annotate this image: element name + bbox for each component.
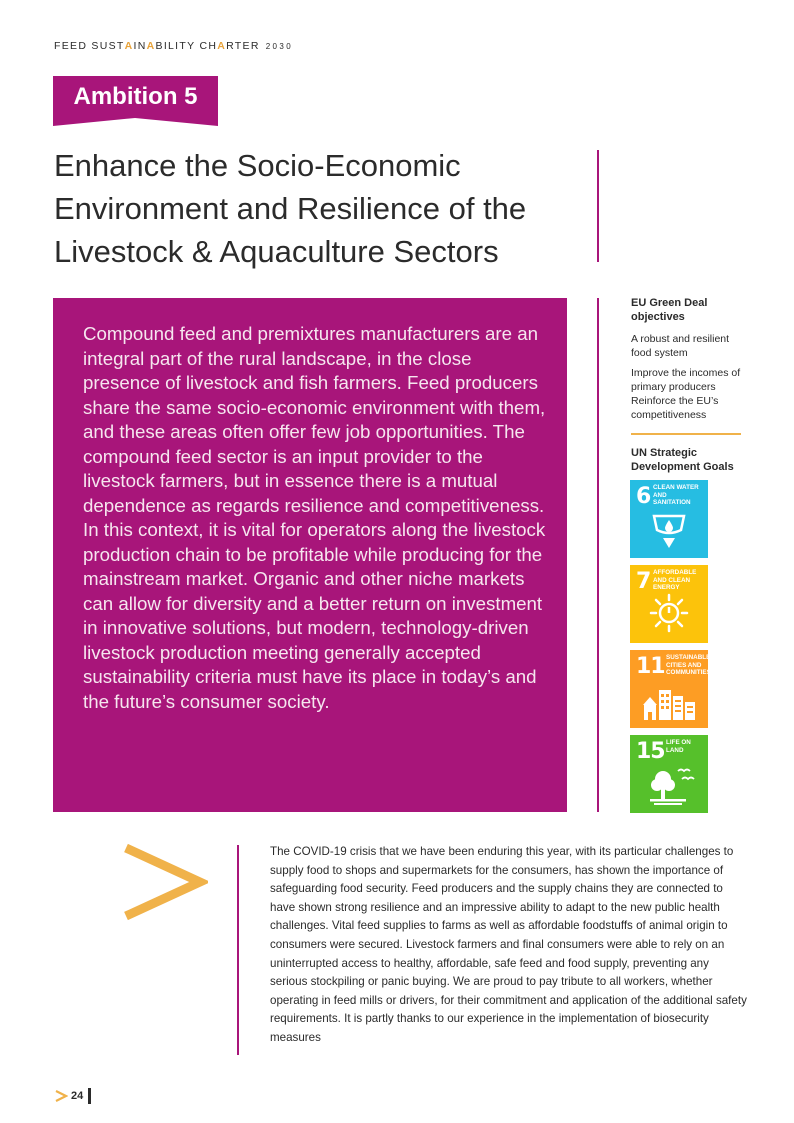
green-deal-item-1: A robust and resilient food system: [631, 333, 730, 359]
sdg-6-number: 6: [636, 484, 651, 509]
header-a-mark-2: A: [146, 40, 156, 52]
sdg-15-number: 15: [636, 739, 665, 764]
header-text-1: FEED SUST: [54, 40, 125, 52]
intro-paragraph: Compound feed and premixtures manufacturers are an integral part of the rural landscape, in the close presence of livestock and fish farmers. Feed producers share the same socio-economic environment with them, and these areas often offer few job opportunities. The compound feed sector is an input provider to the livestock farmers, but in essence there is a mutual dependence as regards resilience and competitiveness. In this context, it is vital for operators along the livestock production chain to be profitable while producing for the mainstream market. Organic and other niche markets can allow for diversity and a better return on investment in innovative solutions, but modern, technology-driven livestock production meeting generally accepted sustainability criteria must have its place in today’s and the future’s consumer society.: [83, 323, 546, 712]
title-line-2: Environment and Resilience of the: [54, 191, 527, 226]
title-line-3: Livestock & Aquaculture Sectors: [54, 234, 499, 269]
ambition-badge: Ambition 5: [53, 76, 218, 118]
header-a-mark-1: A: [124, 40, 134, 52]
page-title: [54, 144, 594, 273]
body-divider: [237, 845, 239, 1055]
body-paragraph: The COVID-19 crisis that we have been enduring this year, with its particular challenges to supply food to shops and supermarkets for the consumers, has shown the importance of safeguarding food security. Feed producers and the supply chains they are connected to have shown strong resilience and an impressive ability to adapt to the new public health challenges. Vital feed supplies to farms as well as affordable foodstuffs of animal origin to consumers were secured. Livestock farmers and final consumers were able to rely on an uninterrupted access to healthy, affordable, safe feed and food supply, preventing any serious stockpiling or panic buying. We are proud to pay tribute to all workers, whether operating in feed mills or drivers, for their commitment and application of the additional safety requirements. It is partly thanks to our experience in the implementation of biosecurity measures: [270, 845, 747, 1044]
header-text-4: RTER: [226, 40, 260, 52]
body-text-block: [270, 843, 748, 1048]
footer-chevron-icon: [54, 1089, 68, 1103]
sdg-7-number: 7: [636, 569, 651, 594]
sdg-11-label: SUSTAINABLE CITIES AND COMMUNITIES: [666, 654, 711, 676]
title-line-1: Enhance the Socio-Economic: [54, 148, 461, 183]
header-text-3: BILITY CH: [155, 40, 218, 52]
header-year: 2030: [265, 42, 294, 51]
sdg-7-tile: [630, 565, 708, 643]
sdg-11-number: 11: [636, 654, 665, 679]
sdg-6-label: CLEAN WATER AND SANITATION: [653, 484, 699, 506]
running-header: [54, 40, 293, 52]
green-deal-item-2: Improve the incomes of primary producers Reinforce the EU’s competitiveness: [631, 367, 741, 421]
sdg-7-label: AFFORDABLE AND CLEAN ENERGY: [653, 569, 697, 591]
green-deal-heading: EU Green Deal objectives: [631, 297, 708, 323]
sdg-6-tile: [630, 480, 708, 558]
sdg-15-label: LIFE ON LAND: [666, 739, 691, 754]
sdg-15-tile: [630, 735, 708, 813]
chevron-right-icon: [118, 842, 208, 922]
header-a-mark-3: A: [217, 40, 227, 52]
intro-text-block: [83, 322, 553, 714]
un-goals-heading: UN Strategic Development Goals: [631, 447, 734, 473]
ambition-badge-tail: [53, 118, 218, 126]
page-number: 24: [71, 1090, 84, 1102]
page-footer: [54, 1088, 91, 1104]
sidebar-divider: [597, 298, 599, 812]
header-text-2: IN: [133, 40, 147, 52]
title-divider: [597, 150, 599, 262]
sidebar-separator: [631, 433, 741, 435]
footer-bar: [88, 1088, 91, 1104]
sdg-11-tile: [630, 650, 711, 728]
